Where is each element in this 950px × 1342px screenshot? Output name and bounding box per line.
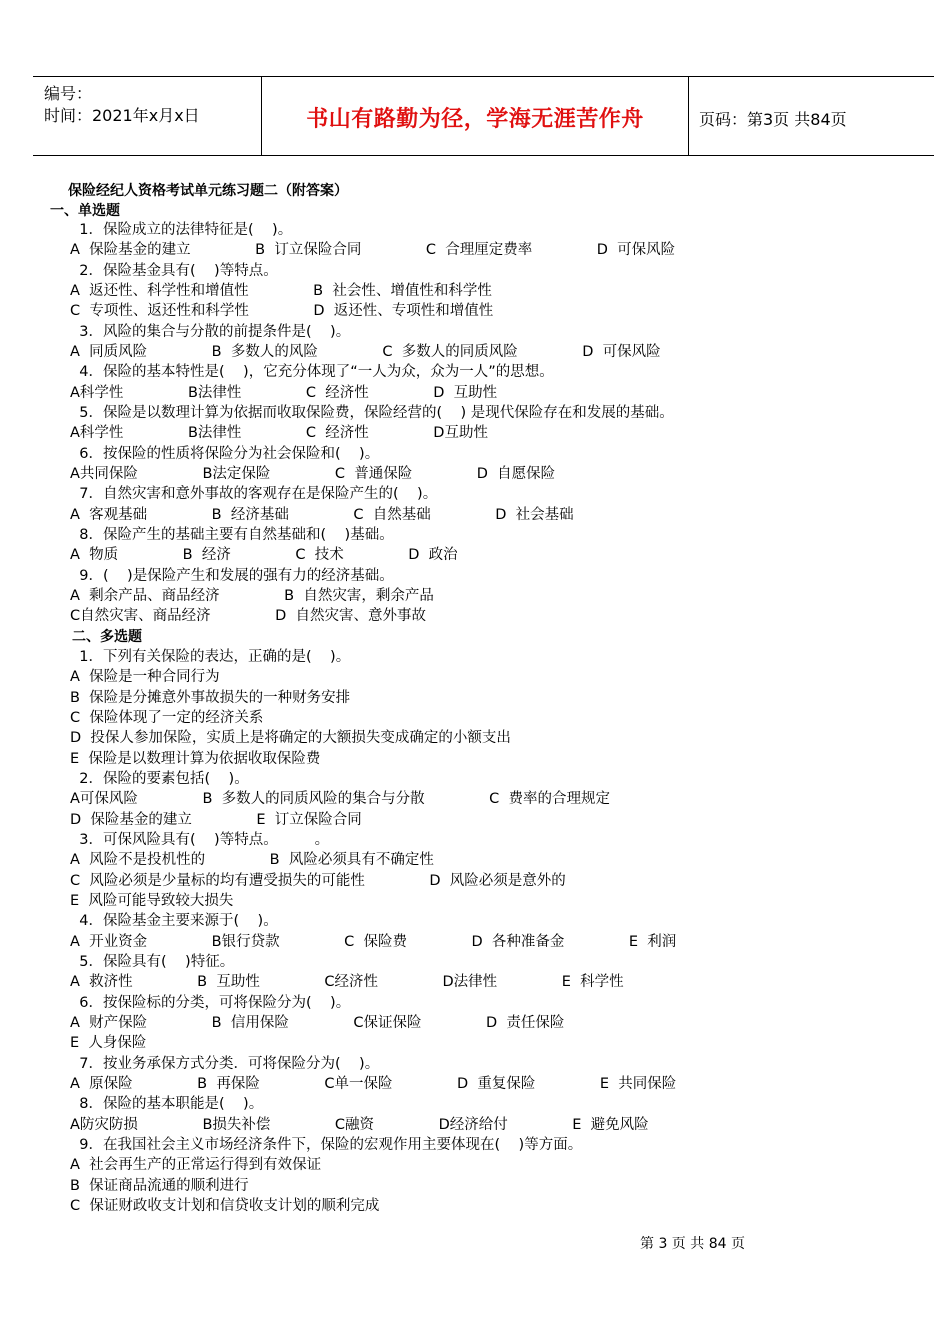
header-page-cell — [689, 77, 934, 155]
question-line: C 专项性、返还性和科学性 D 返还性、专项性和增值性 — [70, 303, 494, 320]
question-line: E 风险可能导致较大损失 — [70, 892, 234, 909]
number-label: 编号： — [44, 84, 93, 103]
question-line: E 保险是以数理计算为依据收取保险费 — [70, 750, 321, 767]
section-heading-single-choice: 一、单选题 — [50, 203, 120, 219]
question-line: A科学性 B法律性 C 经济性 D 互助性 — [70, 384, 498, 401]
question-line: 4．保险的基本特性是( )，它充分体现了“一人为众，众为一人”的思想。 — [70, 364, 554, 381]
question-line: 1．保险成立的法律特征是( )。 — [70, 222, 293, 238]
question-line: A 剩余产品、商品经济 B 自然灾害，剩余产品 — [70, 587, 434, 604]
question-line: 2．保险基金具有( )等特点。 — [70, 262, 278, 279]
question-line: A防灾防损 B损失补偿 C融资 D经济给付 E 避免风险 — [70, 1116, 649, 1133]
question-line: B 保证商品流通的顺利进行 — [70, 1177, 249, 1194]
question-line: A 开业资金 B银行贷款 C 保险费 D 各种准备金 E 利润 — [70, 933, 677, 950]
question-line: 2．保险的要素包括( )。 — [70, 770, 249, 787]
question-line: A科学性 B法律性 C 经济性 D互助性 — [70, 425, 488, 442]
question-line: A 救济性 B 互助性 C经济性 D法律性 E 科学性 — [70, 974, 624, 991]
question-line: 5．保险具有( )特征。 — [70, 953, 235, 970]
question-line: D 投保人参加保险，实质上是将确定的大额损失变成确定的小额支出 — [70, 730, 511, 747]
question-line: A 同质风险 B 多数人的风险 C 多数人的同质风险 D 可保风险 — [70, 343, 661, 360]
question-line: 3．可保风险具有( )等特点。 。 — [70, 831, 330, 848]
question-line: 4．保险基金主要来源于( )。 — [70, 913, 278, 930]
question-line: C自然灾害、商品经济 D 自然灾害、意外事故 — [70, 608, 427, 625]
question-line: 7．按业务承保方式分类．可将保险分为( )。 — [70, 1055, 380, 1072]
question-line: E 人身保险 — [70, 1035, 147, 1052]
question-line: 9．( )是保险产生和发展的强有力的经济基础。 — [70, 567, 394, 584]
page-footer: 第 3 页 共 84 页 — [640, 1236, 745, 1252]
question-line: 9．在我国社会主义市场经济条件下，保险的宏观作用主要体现在( )等方面。 — [70, 1136, 583, 1153]
page-header — [33, 76, 934, 156]
question-line: A 客观基础 B 经济基础 C 自然基础 D 社会基础 — [70, 506, 574, 523]
question-line: 8．保险产生的基础主要有自然基础和( )基础。 — [70, 526, 394, 543]
question-line: 8．保险的基本职能是( )。 — [70, 1096, 264, 1113]
motto: 书山有路勤为径，学海无涯苦作舟 — [306, 107, 644, 132]
question-line: A 风险不是投机性的 B 风险必须具有不确定性 — [70, 852, 434, 869]
question-line: 1．下列有关保险的表达，正确的是( )。 — [70, 648, 351, 665]
question-line: A 保险基金的建立 B 订立保险合同 C 合理厘定费率 D 可保风险 — [70, 242, 676, 259]
question-line: 6．按保险的性质将保险分为社会保险和( )。 — [70, 445, 380, 462]
question-line: B 保险是分摊意外事故损失的一种财务安排 — [70, 689, 351, 706]
page-label: 页码：第3页 共84页 — [699, 110, 847, 129]
question-line: A可保风险 B 多数人的同质风险的集合与分散 C 费率的合理规定 — [70, 791, 610, 808]
question-line: A 社会再生产的正常运行得到有效保证 — [70, 1157, 322, 1174]
question-line: A 原保险 B 再保险 C单一保险 D 重复保险 E 共同保险 — [70, 1075, 677, 1092]
time-label: 时间：2021年x月x日 — [44, 106, 200, 125]
question-line: C 保险体现了一定的经济关系 — [70, 709, 264, 726]
header-meta-cell — [33, 77, 262, 155]
question-line: A共同保险 B法定保险 C 普通保险 D 自愿保险 — [70, 465, 556, 482]
question-line: C 风险必须是少量标的均有遭受损失的可能性 D 风险必须是意外的 — [70, 872, 566, 889]
section-heading-multiple-choice: 二、多选题 — [72, 629, 142, 645]
question-line: 5．保险是以数理计算为依据而收取保险费，保险经营的( ) 是现代保险存在和发展的基础。 — [70, 404, 674, 421]
question-line: A 保险是一种合同行为 — [70, 669, 220, 686]
question-line: A 返还性、科学性和增值性 B 社会性、增值性和科学性 — [70, 282, 492, 299]
question-line: A 物质 B 经济 C 技术 D 政治 — [70, 547, 458, 564]
question-line: D 保险基金的建立 E 订立保险合同 — [70, 811, 362, 828]
question-line: C 保证财政收支计划和信贷收支计划的顺利完成 — [70, 1197, 380, 1214]
header-motto-cell — [262, 77, 689, 155]
question-line: 3．风险的集合与分散的前提条件是( )。 — [70, 323, 351, 340]
document-title: 保险经纪人资格考试单元练习题二（附答案） — [68, 183, 348, 199]
question-line: A 财产保险 B 信用保险 C保证保险 D 责任保险 — [70, 1014, 565, 1031]
question-line: 7．自然灾害和意外事故的客观存在是保险产生的( )。 — [70, 486, 438, 503]
question-line: 6．按保险标的分类，可将保险分为( )。 — [70, 994, 351, 1011]
